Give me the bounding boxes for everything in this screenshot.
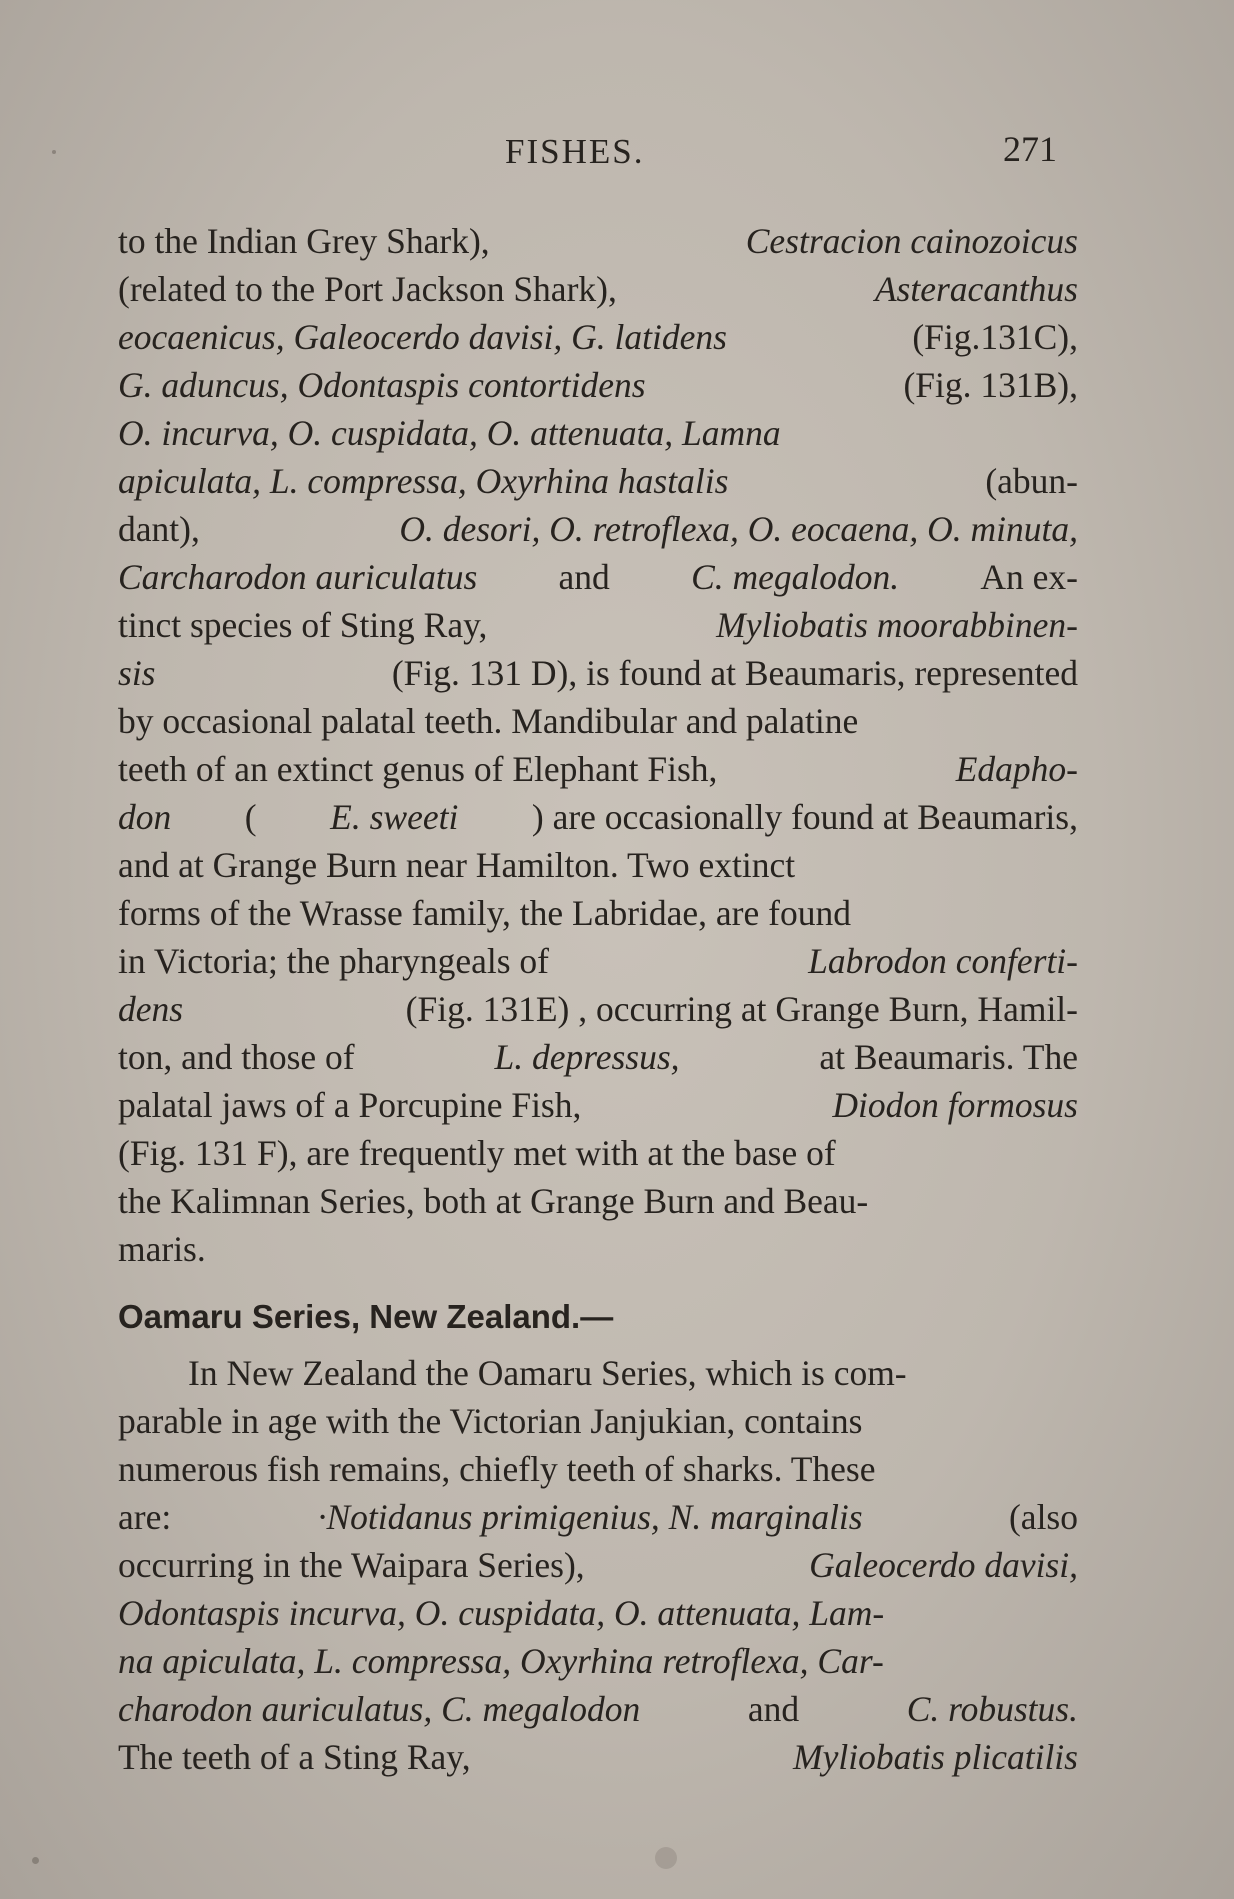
italic-text: Myliobatis plicatilis <box>793 1737 1078 1777</box>
italic-text: Edapho- <box>955 749 1078 789</box>
paper-speck <box>52 150 56 154</box>
roman-text: dant), <box>118 509 200 549</box>
roman-text: to the Indian Grey Shark), <box>118 221 490 261</box>
text-line <box>118 268 1078 316</box>
text-line <box>118 1640 1078 1688</box>
text-line <box>118 1180 1078 1228</box>
roman-text: ) are occasionally found at Beaumaris, <box>531 797 1078 837</box>
paragraph-oamaru-series <box>118 1352 1078 1784</box>
text-line <box>118 316 1078 364</box>
italic-text: E. sweeti <box>330 797 459 837</box>
italic-text: O. desori, O. retroflexa, O. eocaena, O. minuta, <box>399 509 1078 549</box>
text-line <box>118 1592 1078 1640</box>
roman-text: An ex- <box>980 557 1078 597</box>
roman-text: tinct species of Sting Ray, <box>118 605 488 645</box>
text-line <box>118 748 1078 796</box>
roman-text: and <box>747 1689 800 1729</box>
italic-text: Galeocerdo davisi, <box>809 1545 1078 1585</box>
text-line <box>118 988 1078 1036</box>
text-line <box>118 460 1078 508</box>
text-line <box>118 796 1078 844</box>
italic-text: Asteracanthus <box>874 269 1078 309</box>
roman-text: parable in age with the Victorian Janjukian, contains <box>118 1401 863 1441</box>
text-line <box>118 556 1078 604</box>
roman-text: (Fig.131C), <box>912 317 1078 357</box>
italic-text: Carcharodon auriculatus <box>118 557 478 597</box>
italic-text: G. aduncus, Odontaspis contortidens <box>118 365 646 405</box>
italic-text: na apiculata, L. compressa, Oxyrhina retroflexa, Car- <box>118 1641 884 1681</box>
paragraph-fossil-fishes-victoria <box>118 220 1078 1276</box>
text-line <box>118 652 1078 700</box>
text-line <box>118 1352 1078 1400</box>
italic-text: eocaenicus, Galeocerdo davisi, G. latidens <box>118 317 727 357</box>
text-line <box>118 1496 1078 1544</box>
text-line <box>118 412 1078 460</box>
roman-text: occurring in the Waipara Series), <box>118 1545 585 1585</box>
roman-text: (Fig. 131 F), are frequently met with at the base of <box>118 1133 836 1173</box>
page-number: 271 <box>1003 129 1057 169</box>
roman-text: The teeth of a Sting Ray, <box>118 1737 471 1777</box>
italic-text: charodon auriculatus, C. megalodon <box>118 1689 641 1729</box>
paper-speck <box>655 1847 677 1869</box>
roman-text: palatal jaws of a Porcupine Fish, <box>118 1085 582 1125</box>
roman-text: at Beaumaris. The <box>819 1037 1078 1077</box>
roman-text: (Fig. 131E) , occurring at Grange Burn, Hamil- <box>405 989 1078 1029</box>
italic-text: Cestracion cainozoicus <box>745 221 1078 261</box>
roman-text: (Fig. 131 D), is found at Beaumaris, represented <box>391 653 1078 693</box>
text-line <box>118 892 1078 940</box>
italic-text: C. robustus. <box>906 1689 1078 1729</box>
roman-text: are: <box>118 1497 172 1537</box>
roman-text: in Victoria; the pharyngeals of <box>118 941 549 981</box>
italic-text: C. megalodon. <box>691 557 900 597</box>
body-text <box>118 220 1078 1784</box>
roman-text: teeth of an extinct genus of Elephant Fish, <box>118 749 718 789</box>
roman-text: (abun- <box>985 461 1078 501</box>
running-title: FISHES. <box>505 132 645 171</box>
running-head <box>0 129 1234 182</box>
roman-text: (related to the Port Jackson Shark), <box>118 269 617 309</box>
italic-text: O. incurva, O. cuspidata, O. attenuata, Lamna <box>118 413 781 453</box>
text-line <box>118 700 1078 748</box>
italic-text: apiculata, L. compressa, Oxyrhina hastalis <box>118 461 729 501</box>
roman-text: by occasional palatal teeth. Mandibular and palatine <box>118 701 859 741</box>
text-line <box>118 364 1078 412</box>
text-line <box>118 1400 1078 1448</box>
roman-text: the Kalimnan Series, both at Grange Burn and Beau- <box>118 1181 869 1221</box>
text-line <box>118 844 1078 892</box>
text-line <box>118 508 1078 556</box>
roman-text: and at Grange Burn near Hamilton. Two extinct <box>118 845 796 885</box>
text-line <box>118 604 1078 652</box>
text-line <box>118 1084 1078 1132</box>
section-heading: Oamaru Series, New Zealand.— <box>118 1298 614 1335</box>
italic-text: ·Notidanus primigenius, N. marginalis <box>317 1497 863 1537</box>
italic-text: Odontaspis incurva, O. cuspidata, O. attenuata, Lam- <box>118 1593 885 1633</box>
text-line <box>118 1688 1078 1736</box>
roman-text: (Fig. 131B), <box>903 365 1078 405</box>
italic-text: Myliobatis moorabbinen- <box>716 605 1078 645</box>
italic-text: Labrodon conferti- <box>808 941 1078 981</box>
italic-text: sis <box>118 653 156 693</box>
text-line <box>118 940 1078 988</box>
roman-text: forms of the Wrasse family, the Labridae, are found <box>118 893 851 933</box>
paper-speck <box>32 1857 39 1864</box>
roman-text: ( <box>244 797 257 837</box>
roman-text: In New Zealand the Oamaru Series, which is com- <box>188 1353 907 1393</box>
text-line <box>118 1448 1078 1496</box>
roman-text: (also <box>1008 1497 1078 1537</box>
text-line <box>118 1228 1078 1276</box>
roman-text: maris. <box>118 1229 206 1269</box>
italic-text: don <box>118 797 172 837</box>
text-line <box>118 1736 1078 1784</box>
roman-text: ton, and those of <box>118 1037 355 1077</box>
text-line <box>118 1036 1078 1084</box>
italic-text: L. depressus, <box>494 1037 680 1077</box>
roman-text: numerous fish remains, chiefly teeth of sharks. These <box>118 1449 876 1489</box>
text-line <box>118 1132 1078 1180</box>
roman-text: and <box>558 557 610 597</box>
text-line <box>118 1544 1078 1592</box>
italic-text: dens <box>118 989 184 1029</box>
text-line <box>118 220 1078 268</box>
italic-text: Diodon formosus <box>832 1085 1078 1125</box>
